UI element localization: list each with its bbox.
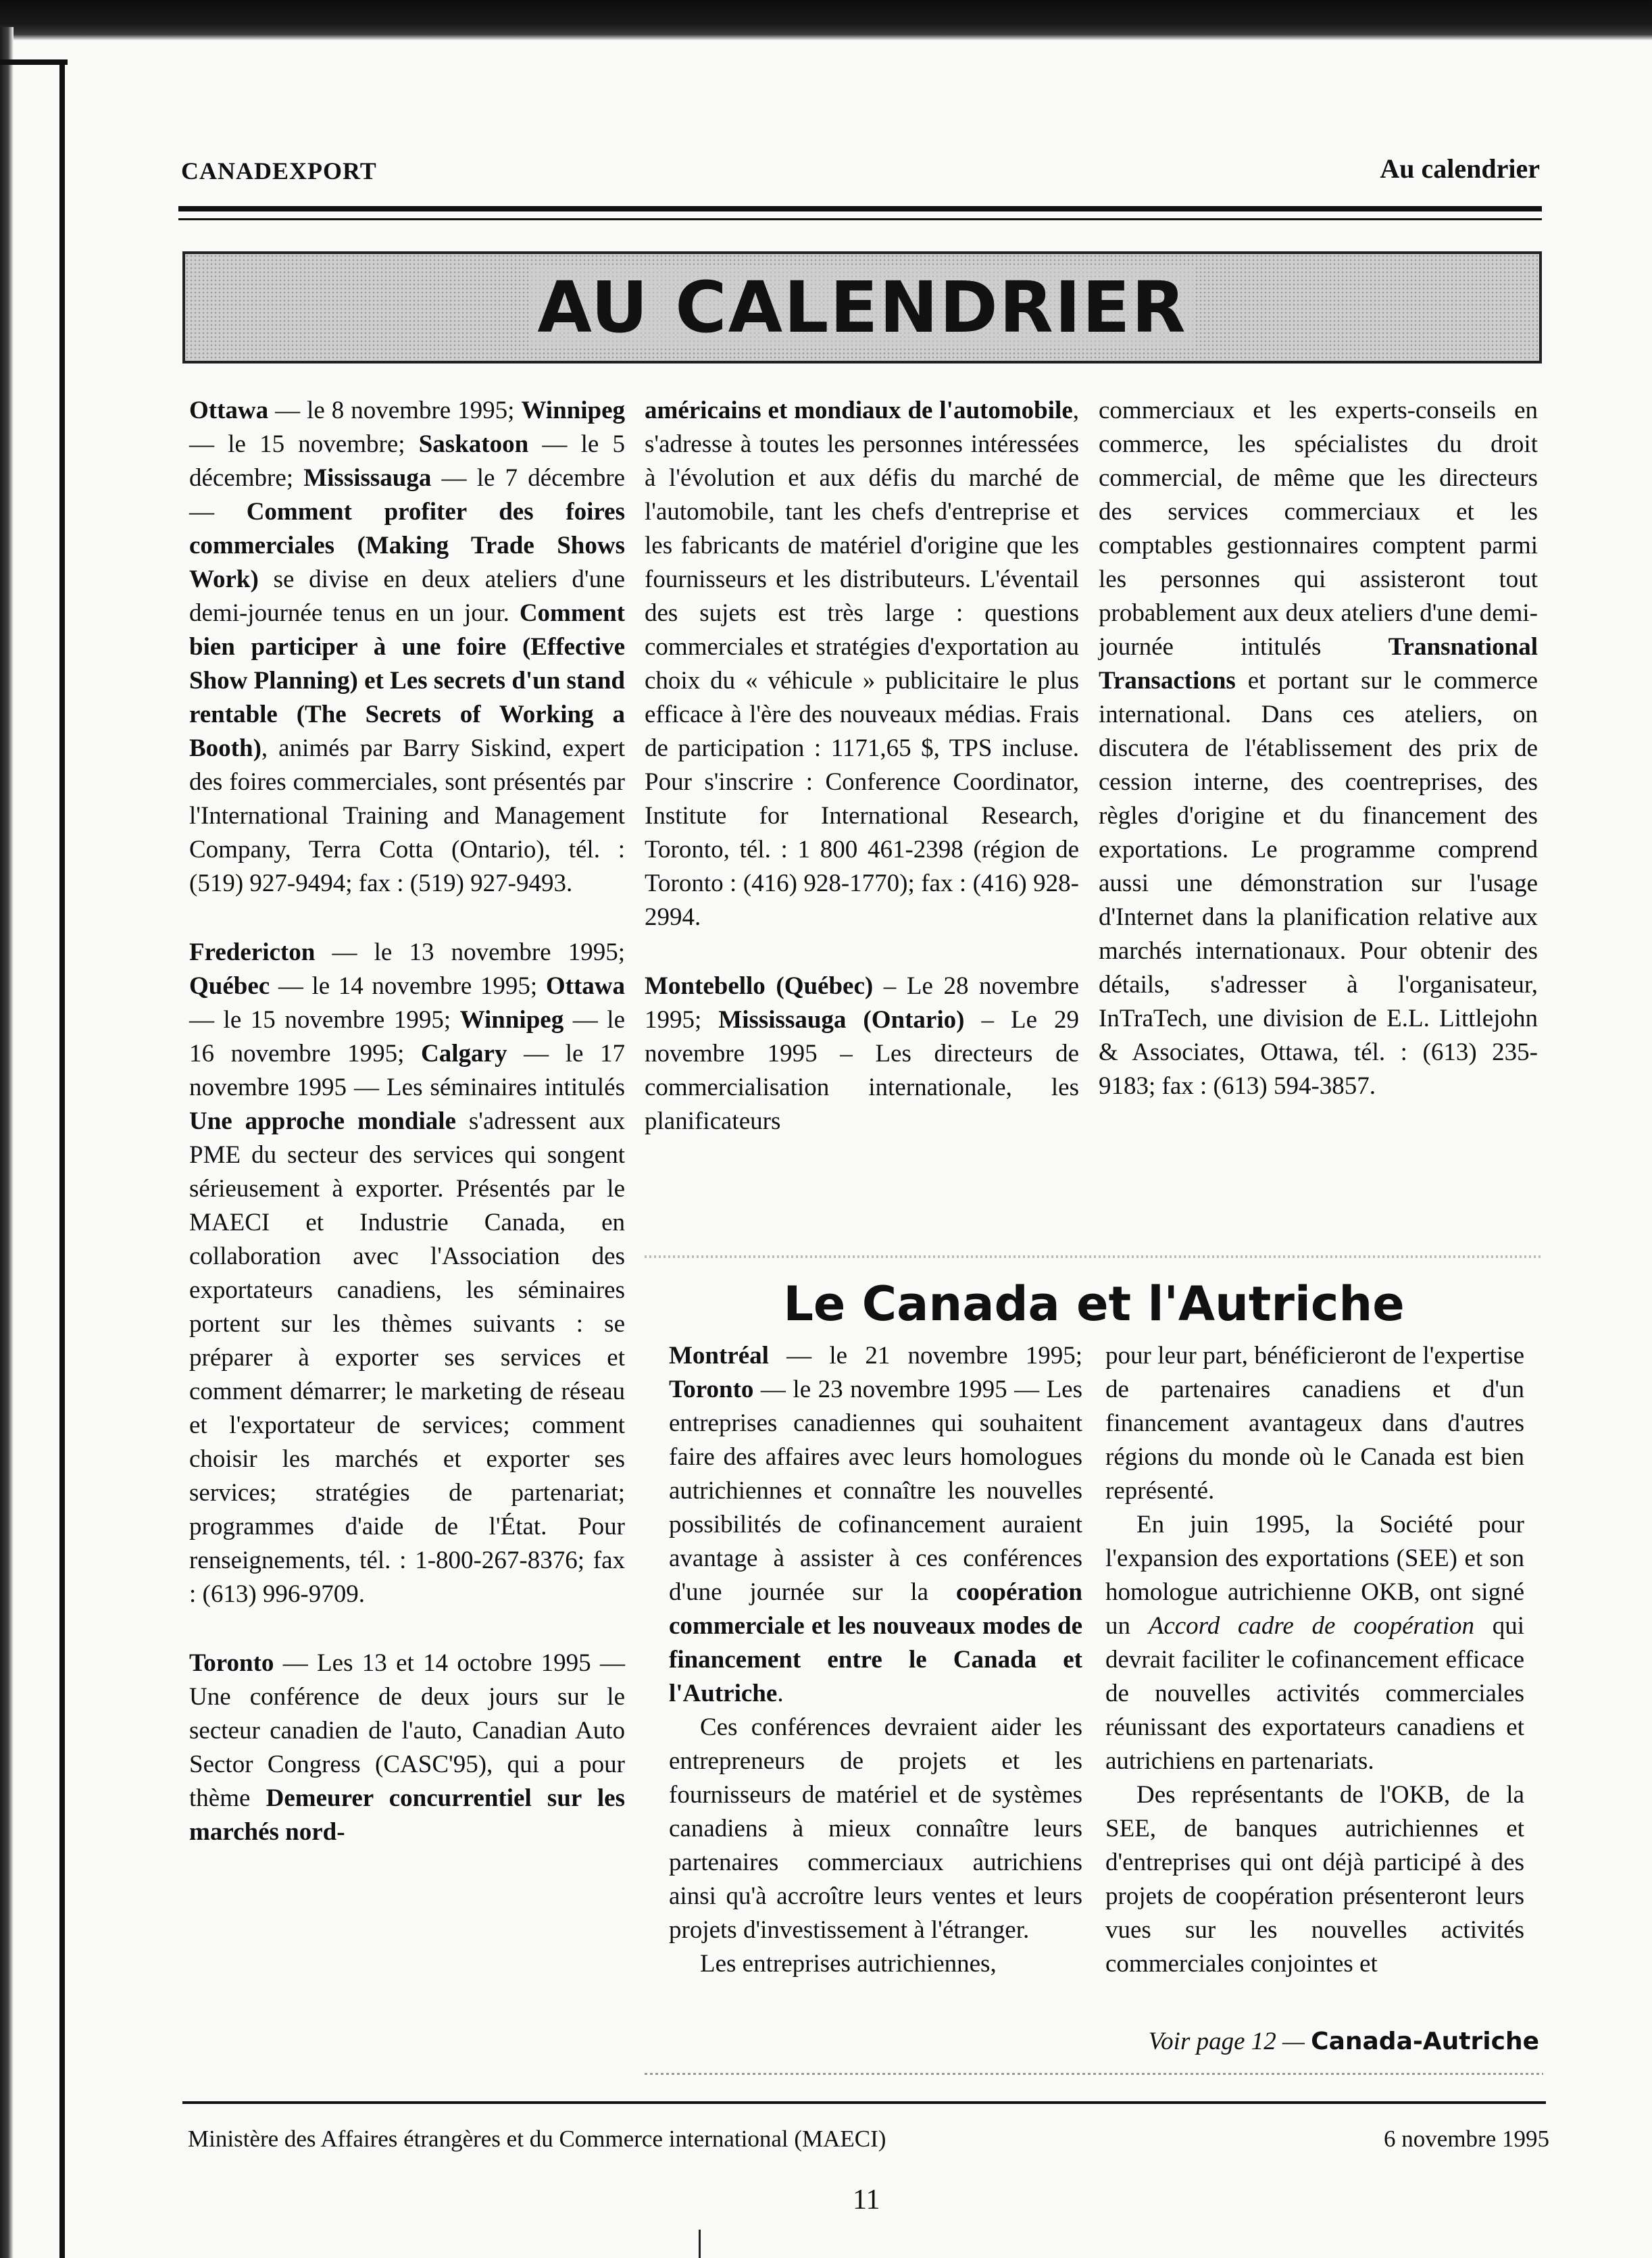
bold-run: Toronto bbox=[669, 1376, 754, 1403]
bold-run: Une approche mondiale bbox=[189, 1107, 456, 1135]
column-2 bbox=[645, 394, 1079, 1174]
column-3 bbox=[1099, 394, 1538, 1138]
event-toronto-auto-cont bbox=[645, 394, 1079, 934]
text-run: — le 13 novembre 1995; bbox=[315, 938, 625, 966]
publication-name: CANADEXPORT bbox=[181, 157, 377, 184]
bold-run: Demeurer concurrentiel sur les marchés nord- bbox=[189, 1784, 625, 1846]
page-number: 11 bbox=[853, 2184, 880, 2215]
text-run: Les entreprises autrichiennes, bbox=[700, 1950, 997, 1978]
text-run: – Le 29 novembre 1995 – Les directeurs de commercialisation internationale, les planificateurs bbox=[645, 1006, 1079, 1135]
bold-run: Québec bbox=[189, 972, 270, 1000]
text-run: Des représentants de l'OKB, de la SEE, de banques autrichiennes et d'entreprises qui ont déjà participé à des projets de coopération présenteront leurs vues sur les nouvelles activités commerciales conjointes et bbox=[1105, 1781, 1524, 1978]
footer-rule bbox=[182, 2101, 1546, 2104]
text-run: . bbox=[777, 1680, 784, 1707]
text-run: — le 23 novembre 1995 — Les entreprises canadiennes qui souhaitent faire des affaires avec leurs homologues autrichiennes et connaître les nouvelles possibilités de cofinancement auraient avantage à assister à ces conférences d'une journée sur la bbox=[669, 1376, 1082, 1606]
text-run: Ces conférences devraient aider les entrepreneurs de projets et les fournisseurs de matériel et de systèmes canadiens à mieux connaître leurs partenaires commerciaux autrichiens ainsi qu'à accroître leurs ventes et leurs projets d'investissement à l'étranger. bbox=[669, 1713, 1082, 1944]
event-montebello-cont bbox=[1099, 394, 1538, 1103]
text-run: s'adressent aux PME du secteur des services qui songent sérieusement à exporter. Présentés par le MAECI et Industrie Canada, en collaboration avec l'Association des exportateurs canadiens, les séminaires portent sur les thèmes suivants : se préparer à exporter ses services et comment démarrer; le marketing de réseau et l'exportateur de services; comment choisir les marchés et exporter ses services; stratégies de partenariat; programmes d'aide de l'État. Pour renseignements, tél. : 1-800-267-8376; fax : (613) 996-9709. bbox=[189, 1107, 626, 1608]
continued-reference bbox=[1113, 2027, 1539, 2056]
bold-run: Montréal bbox=[669, 1342, 769, 1370]
bold-run: Ottawa bbox=[545, 972, 625, 1000]
header-rule-thin bbox=[178, 218, 1542, 220]
binding-corner-line bbox=[0, 59, 68, 65]
bold-run: Mississauga bbox=[303, 464, 432, 492]
article-paragraph bbox=[1105, 1508, 1524, 1778]
event-toronto-auto bbox=[189, 1647, 625, 1849]
text-run: se divise en deux ateliers d'une demi-journée tenus en un jour. bbox=[189, 566, 625, 627]
footer-date: 6 novembre 1995 bbox=[1384, 2126, 1549, 2152]
text-run: — le 8 novembre 1995; bbox=[268, 397, 522, 424]
bold-run: Comment bien participer à une foire (Effective Show Planning) et Les secrets d'un stand rentable (The Secrets of Working a Booth) bbox=[189, 599, 625, 762]
scan-top-edge bbox=[0, 0, 1652, 41]
bold-run: Winnipeg bbox=[521, 397, 625, 424]
article-column-right bbox=[1105, 1339, 1524, 1981]
text-run: , animés par Barry Siskind, expert des foires commerciales, sont présentés par l'International Training and Management Company, Terra Cotta (Ontario), tél. : (519) 927-9494; fax : (519) 927-9493. bbox=[189, 734, 625, 897]
text-run: — le 15 novembre 1995; bbox=[189, 1006, 460, 1034]
event-approche-mondiale bbox=[189, 936, 625, 1611]
bold-run: Fredericton bbox=[189, 938, 316, 966]
article-paragraph bbox=[669, 1947, 1082, 1981]
continued-label: Voir page 12 — bbox=[1148, 2028, 1305, 2055]
text-run: — le 16 novembre 1995; bbox=[189, 1006, 625, 1068]
bold-run: coopération commerciale et les nouveaux modes de financement entre le Canada et l'Autriche bbox=[669, 1578, 1082, 1707]
article-column-left bbox=[669, 1339, 1082, 1981]
bold-run: Toronto bbox=[189, 1649, 274, 1677]
bold-run: Ottawa bbox=[189, 397, 269, 424]
bold-run: Mississauga (Ontario) bbox=[718, 1006, 965, 1034]
text-run: et portant sur le commerce international. Dans ces ateliers, on discutera de l'établissement des prix de cession interne, des coentreprises, des règles d'origine et du financement des exportations. Le programme comprend aussi une démonstration sur l'usage d'Internet dans la planification relative aux marchés internationaux. Pour obtenir des détails, s'adresser à l'organisateur, InTraTech, une division de E.L. Littlejohn & Associates, Ottawa, tél. : (613) 235-9183; fax : (613) 594-3857. bbox=[1099, 667, 1538, 1100]
article-paragraph bbox=[1105, 1339, 1524, 1508]
text-run: — le 21 novembre 1995; bbox=[768, 1342, 1082, 1370]
text-run: commerciaux et les experts-conseils en commerce, les spécialistes du droit commercial, de même que les directeurs des services commerciaux et les comptables gestionnaires comptent parmi les personnes qui assisteront tout probablement aux deux ateliers d'une demi-journée intitulés bbox=[1099, 397, 1538, 661]
text-run: pour leur part, bénéficieront de l'expertise de partenaires canadiens et d'un financement avantageux dans d'autres régions du monde où le Canada est bien représenté. bbox=[1105, 1342, 1524, 1505]
text-run: — le 15 novembre; bbox=[189, 430, 419, 458]
article-paragraph bbox=[669, 1711, 1082, 1947]
text-run: — le 14 novembre 1995; bbox=[270, 972, 546, 1000]
event-ottawa-trade-shows bbox=[189, 394, 625, 901]
text-run: — le 7 décembre — bbox=[189, 464, 625, 526]
text-run: En juin 1995, la Société pour l'expansion des exportations (SEE) et son homologue autrichienne OKB, ont signé un bbox=[1105, 1511, 1524, 1640]
text-run: — le 17 novembre 1995 — Les séminaires intitulés bbox=[189, 1040, 625, 1101]
bold-run: Montebello (Québec) bbox=[645, 972, 874, 1000]
article-paragraph bbox=[1105, 1778, 1524, 1981]
scan-mark bbox=[699, 2230, 701, 2258]
italic-run: Accord cadre de coopération bbox=[1148, 1612, 1474, 1640]
binding-line bbox=[59, 64, 65, 2258]
column-1 bbox=[189, 394, 625, 1884]
banner-title: AU CALENDRIER bbox=[530, 266, 1193, 349]
text-run: — le 5 décembre; bbox=[189, 430, 625, 492]
article-paragraph bbox=[669, 1339, 1082, 1711]
header-rule-thick bbox=[178, 206, 1542, 211]
continued-target: Canada-Autriche bbox=[1311, 2028, 1539, 2055]
footer-publisher: Ministère des Affaires étrangères et du Commerce international (MAECI) bbox=[188, 2126, 886, 2152]
article-title: Le Canada et l'Autriche bbox=[783, 1276, 1405, 1332]
bold-run: Comment profiter des foires commerciales (Making Trade Shows Work) bbox=[189, 498, 625, 593]
event-montebello bbox=[645, 970, 1079, 1138]
section-banner bbox=[182, 251, 1542, 363]
text-run: , s'adresse à toutes les personnes intéressées à l'évolution et aux défis du marché de l'automobile, tant les chefs d'entreprise et les fabricants de matériel d'origine que les fournisseurs et les distributeurs. L'éventail des sujets est très large : questions commerciales et stratégies d'exportation au choix du « véhicule » publicitaire le plus efficace à l'ère des nouveaux médias. Frais de participation : 1171,65 $, TPS incluse. Pour s'inscrire : Conference Coordinator, Institute for International Research, Toronto, tél. : 1 800 461-2398 (région de Toronto : (416) 928-1770); fax : (416) 928-2994. bbox=[645, 397, 1079, 931]
bold-run: américains et mondiaux de l'automobile bbox=[645, 397, 1073, 424]
bold-run: Calgary bbox=[421, 1040, 507, 1068]
text-run: qui devrait faciliter le cofinancement efficace de nouvelles activités commerciales réunissant des exportateurs canadiens et autrichiens en partenariats. bbox=[1105, 1612, 1525, 1775]
text-run: – Le 28 novembre 1995; bbox=[645, 972, 1079, 1034]
article-bottom-rule bbox=[645, 2073, 1543, 2075]
bold-run: Winnipeg bbox=[459, 1006, 564, 1034]
article-top-rule bbox=[645, 1255, 1543, 1258]
section-name: Au calendrier bbox=[1380, 153, 1540, 184]
scan-binding-edge bbox=[0, 27, 14, 2258]
bold-run: Transnational Transactions bbox=[1099, 633, 1538, 695]
bold-run: Saskatoon bbox=[418, 430, 529, 458]
text-run: — Les 13 et 14 octobre 1995 — Une conférence de deux jours sur le secteur canadien de l'auto, Canadian Auto Sector Congress (CASC'95), qui a pour thème bbox=[189, 1649, 625, 1812]
